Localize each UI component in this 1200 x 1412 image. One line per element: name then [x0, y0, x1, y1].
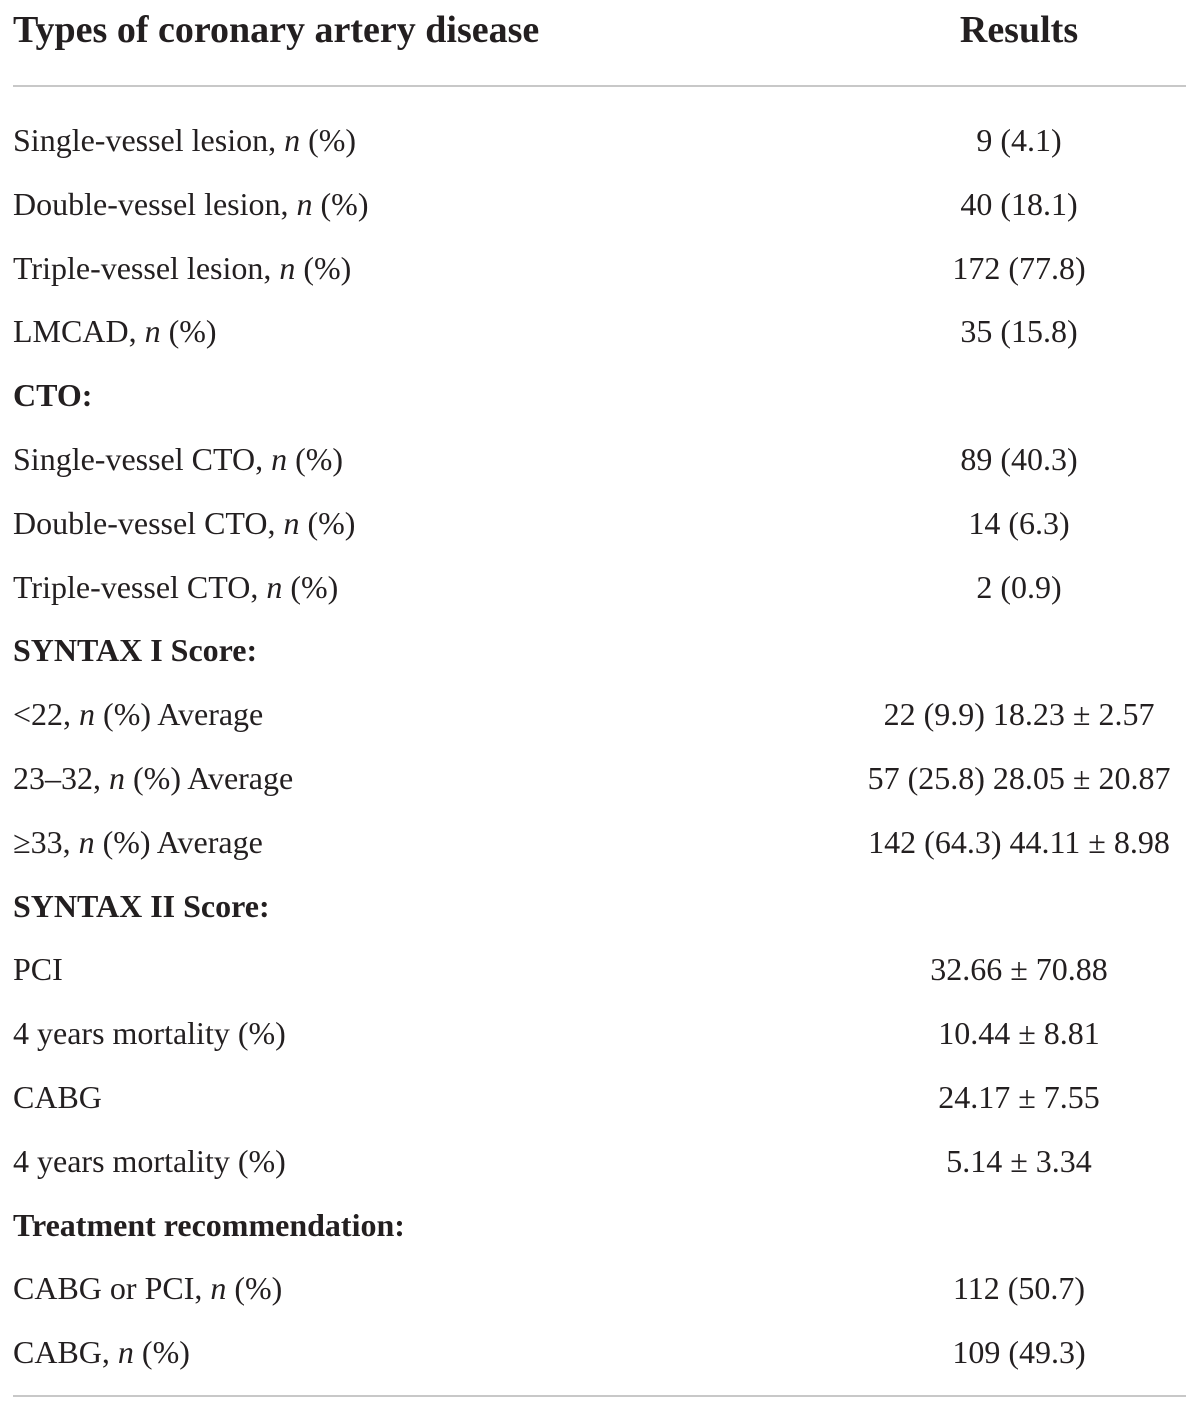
row-label-text: Treatment recommendation:	[13, 1206, 405, 1243]
row-label-text: CABG or PCI,	[13, 1270, 211, 1307]
row-label-text: 4 years mortality (%)	[13, 1015, 286, 1052]
section-heading-row	[13, 364, 1186, 428]
row-label-italic: n	[78, 823, 95, 860]
row-label-text: CABG,	[13, 1334, 118, 1371]
row-label	[13, 1321, 190, 1385]
row-label	[13, 811, 263, 875]
row-value: 24.17 ± 7.55	[938, 1078, 1100, 1115]
table-row	[13, 173, 1186, 237]
row-label-text: CTO:	[13, 377, 93, 414]
row-label-suffix: (%)	[282, 568, 339, 605]
row-label	[13, 1066, 102, 1130]
table-row	[13, 109, 1186, 173]
table-row	[13, 1257, 1186, 1321]
row-label-italic: n	[144, 313, 161, 350]
row-label-italic: n	[284, 122, 301, 158]
table-body	[13, 87, 1186, 1397]
row-label	[13, 556, 338, 620]
row-value: 2 (0.9)	[976, 568, 1062, 605]
row-value: 112 (50.7)	[952, 1270, 1086, 1307]
row-label	[13, 619, 257, 683]
table-row	[13, 300, 1186, 364]
row-label-text: CABG	[13, 1078, 102, 1115]
row-label-italic: n	[109, 759, 125, 796]
row-label-suffix: (%)	[300, 122, 357, 158]
row-label-suffix: (%) Average	[125, 759, 294, 796]
row-label-text: SYNTAX I Score:	[13, 632, 258, 669]
row-label-suffix: (%)	[287, 440, 344, 477]
row-label-suffix: (%) Average	[94, 823, 263, 860]
table-row	[13, 428, 1186, 492]
row-value: 35 (15.8)	[960, 313, 1078, 350]
row-value: 14 (6.3)	[968, 504, 1070, 541]
row-value: 32.66 ± 70.88	[930, 951, 1108, 988]
row-label-text: Double-vessel CTO,	[13, 504, 284, 541]
row-label	[13, 237, 351, 301]
row-label	[13, 364, 92, 428]
table-row	[13, 237, 1186, 301]
table-row	[13, 747, 1186, 811]
row-label	[13, 938, 63, 1002]
row-value: 109 (49.3)	[952, 1334, 1086, 1371]
table-row	[13, 1321, 1186, 1385]
row-label	[13, 1130, 286, 1194]
table-row	[13, 1066, 1186, 1130]
row-value: 5.14 ± 3.34	[946, 1142, 1092, 1179]
row-label-italic: n	[210, 1270, 227, 1307]
row-label-suffix: (%)	[295, 249, 352, 286]
row-label-italic: n	[79, 696, 96, 733]
row-label	[13, 428, 343, 492]
row-label-text: Double-vessel lesion,	[13, 185, 297, 222]
row-label	[13, 747, 293, 811]
row-label-italic: n	[283, 504, 300, 541]
table-row	[13, 1130, 1186, 1194]
table-row	[13, 1002, 1186, 1066]
row-value: 89 (40.3)	[960, 440, 1078, 477]
row-label-text: LMCAD,	[13, 313, 145, 350]
row-value: 172 (77.8)	[952, 249, 1086, 286]
row-label-text: Triple-vessel lesion,	[13, 249, 280, 286]
row-label-italic: n	[279, 249, 296, 286]
results-table	[13, 0, 1186, 1397]
row-label-italic: n	[296, 185, 313, 222]
row-label	[13, 173, 368, 237]
row-label	[13, 683, 263, 747]
table-row	[13, 556, 1186, 620]
row-label-text: Single-vessel CTO,	[13, 440, 272, 477]
row-label	[13, 492, 355, 556]
row-value: 142 (64.3) 44.11 ± 8.98	[868, 823, 1170, 860]
section-heading-row	[13, 619, 1186, 683]
row-label	[13, 300, 217, 364]
section-heading-row	[13, 1194, 1186, 1258]
row-label	[13, 1194, 405, 1258]
row-value: 10.44 ± 8.81	[938, 1015, 1100, 1052]
row-label-text: 23–32,	[13, 759, 109, 796]
row-value: 40 (18.1)	[960, 185, 1078, 222]
row-label	[13, 1002, 286, 1066]
row-label-suffix: (%)	[226, 1270, 283, 1307]
table-header	[13, 0, 1186, 87]
row-label-text: 4 years mortality (%)	[13, 1142, 286, 1179]
row-label-suffix: (%)	[312, 185, 369, 222]
row-label-text: Triple-vessel CTO,	[13, 568, 267, 605]
table-row	[13, 938, 1186, 1002]
table-row	[13, 811, 1186, 875]
row-label-suffix: (%) Average	[95, 696, 264, 733]
row-label-suffix: (%)	[160, 313, 217, 350]
row-label	[13, 109, 356, 173]
header-results: Results	[959, 9, 1079, 51]
row-label	[13, 1257, 282, 1321]
row-label-text: <22,	[13, 696, 80, 733]
row-label-text: ≥33,	[13, 823, 79, 860]
row-label-text: PCI	[13, 951, 63, 988]
row-label-suffix: (%)	[299, 504, 356, 541]
row-value: 22 (9.9) 18.23 ± 2.57	[883, 696, 1155, 733]
header-types: Types of coronary artery disease	[13, 9, 540, 51]
row-value: 9 (4.1)	[976, 122, 1062, 158]
row-label-suffix: (%)	[133, 1334, 190, 1371]
section-heading-row	[13, 875, 1186, 939]
table-row	[13, 683, 1186, 747]
row-label-text: Single-vessel lesion,	[13, 122, 285, 158]
row-label-text: SYNTAX II Score:	[13, 887, 270, 924]
row-label-italic: n	[117, 1334, 134, 1371]
row-label-italic: n	[266, 568, 283, 605]
row-value: 57 (25.8) 28.05 ± 20.87	[867, 759, 1171, 796]
row-label-italic: n	[271, 440, 288, 477]
row-label	[13, 875, 270, 939]
table-row	[13, 492, 1186, 556]
